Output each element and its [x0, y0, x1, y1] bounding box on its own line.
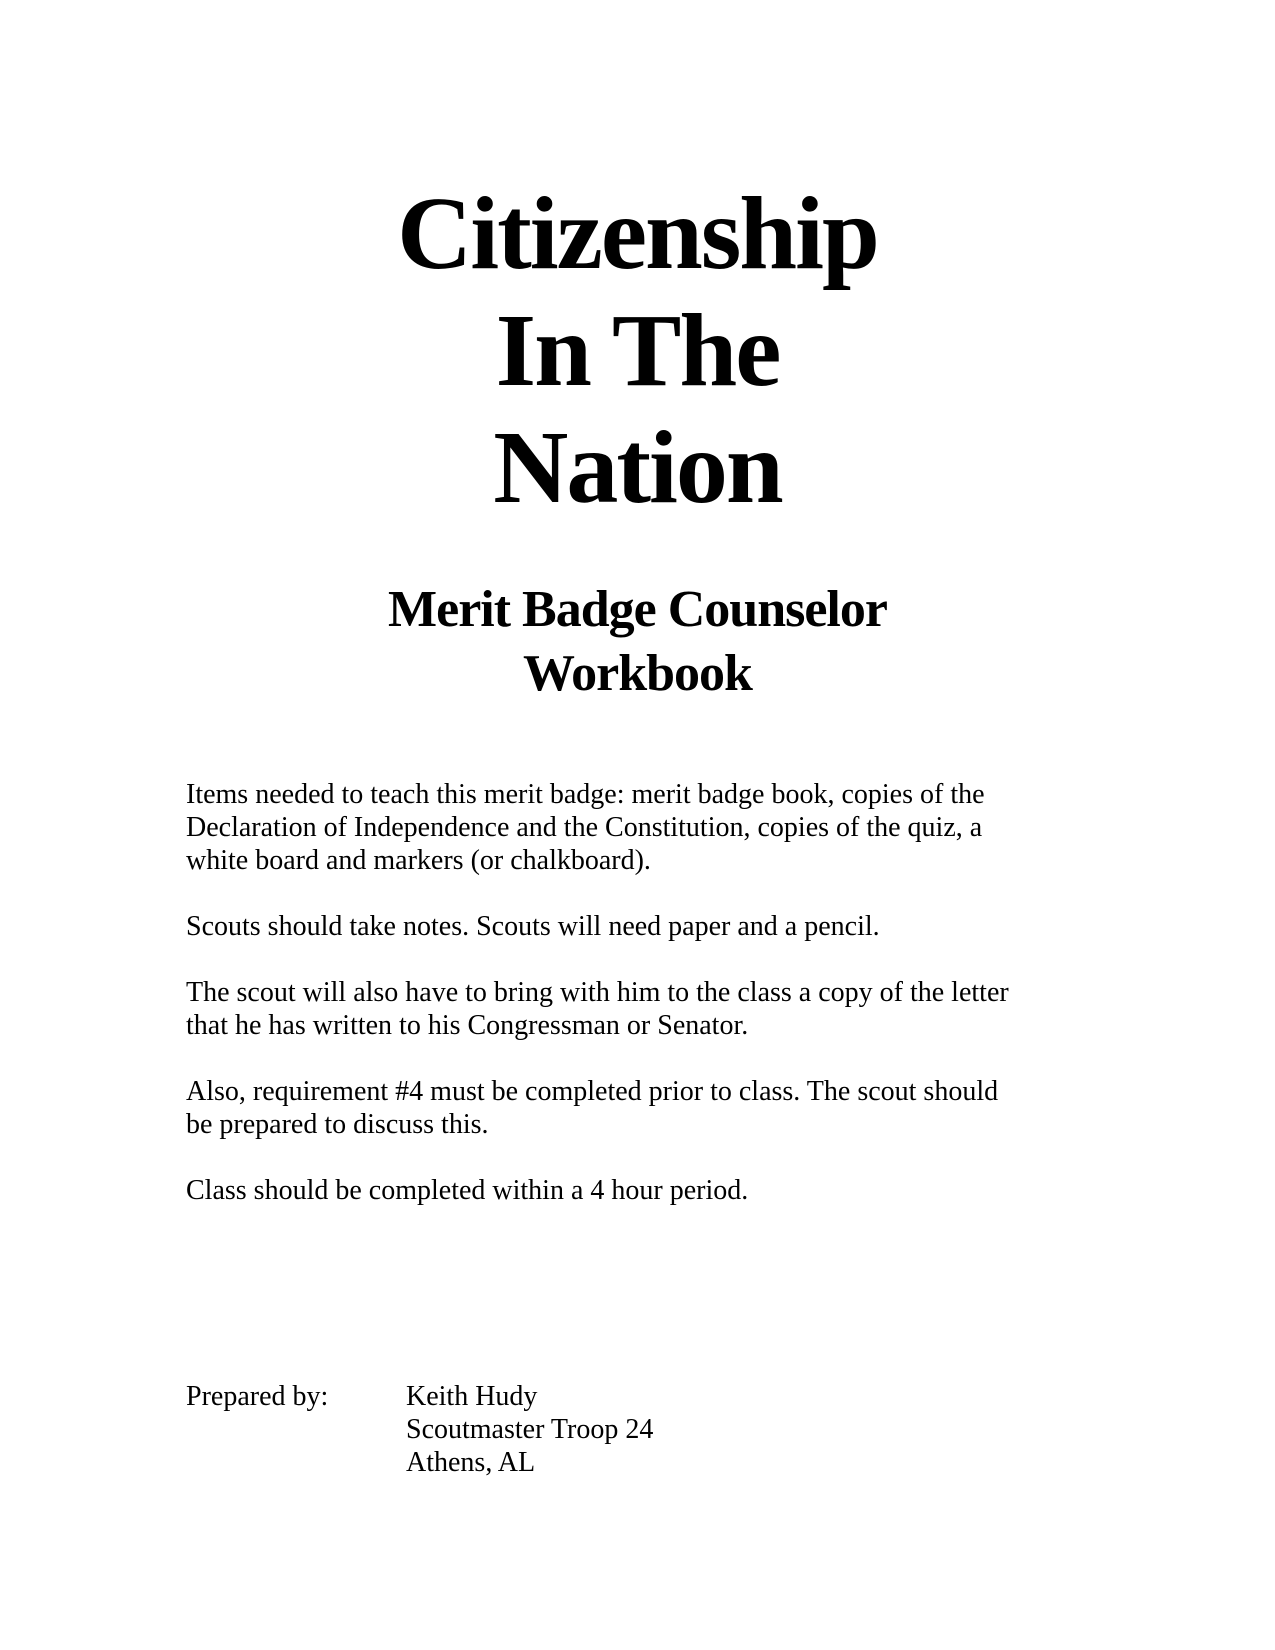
paragraph-line: Also, requirement #4 must be completed prior to class. The scout should [186, 1076, 999, 1107]
title-line: Citizenship [397, 176, 878, 291]
prepared-by-label: Prepared by: [186, 1381, 329, 1412]
paragraph-requirement [186, 1075, 1066, 1141]
paragraph-items-needed [186, 778, 1066, 877]
prepared-by-details [406, 1380, 653, 1479]
title-line: Nation [493, 410, 782, 525]
document-title [0, 175, 1275, 526]
paragraph-line: Class should be completed within a 4 hour period. [186, 1175, 749, 1206]
body-text [186, 778, 1066, 1240]
author-name: Keith Hudy [406, 1381, 538, 1412]
document-subtitle [0, 578, 1275, 706]
paragraph-line: Scouts should take notes. Scouts will need paper and a pencil. [186, 911, 880, 942]
paragraph-line: white board and markers (or chalkboard). [186, 845, 651, 876]
paragraph-letter [186, 976, 1066, 1042]
paragraph-line: Declaration of Independence and the Constitution, copies of the quiz, a [186, 812, 983, 843]
paragraph-line: Items needed to teach this merit badge: merit badge book, copies of the [186, 779, 985, 810]
author-role: Scoutmaster Troop 24 [406, 1414, 654, 1445]
paragraph-notes [186, 910, 1066, 943]
author-location: Athens, AL [406, 1447, 536, 1478]
paragraph-line: be prepared to discuss this. [186, 1109, 489, 1140]
paragraph-duration [186, 1174, 1066, 1207]
paragraph-line: that he has written to his Congressman or Senator. [186, 1010, 749, 1041]
title-line: In The [495, 293, 780, 408]
paragraph-line: The scout will also have to bring with him to the class a copy of the letter [186, 977, 1009, 1008]
subtitle-line: Merit Badge Counselor [388, 581, 887, 638]
subtitle-line: Workbook [523, 645, 752, 702]
